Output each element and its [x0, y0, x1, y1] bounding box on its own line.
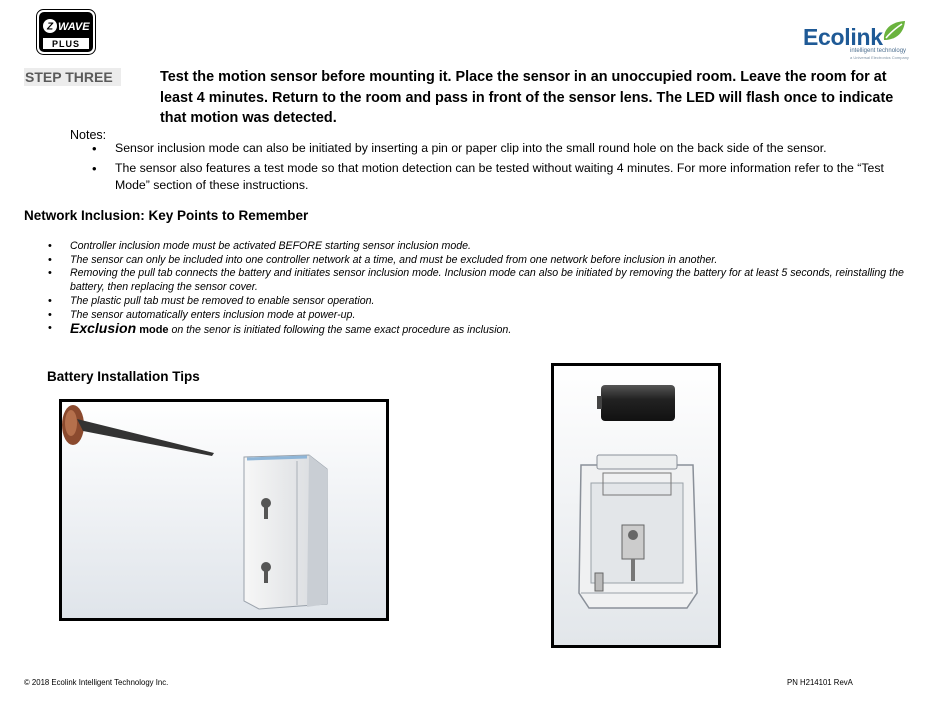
svg-text:Z: Z [46, 21, 54, 33]
key-point-item: • The plastic pull tab must be removed to enable sensor operation. [46, 295, 916, 309]
sensor-battery-illustration [551, 363, 721, 648]
notes-label: Notes: [70, 128, 107, 142]
key-point-item: • The sensor automatically enters inclusion mode at power-up. [46, 309, 916, 323]
key-point-item: • Controller inclusion mode must be activated BEFORE starting sensor inclusion mode. [46, 240, 916, 254]
ecolink-wordmark: Ecolink [803, 24, 883, 50]
footer-part-number: PN H214101 RevA [787, 678, 853, 687]
ecolink-leaf-icon [881, 20, 907, 42]
svg-text:PLUS: PLUS [51, 39, 81, 49]
network-inclusion-heading: Network Inclusion: Key Points to Remember [24, 208, 309, 223]
exclusion-mode-word: mode [136, 324, 169, 337]
exclusion-term: Exclusion [70, 320, 137, 337]
step-label: STEP THREE [24, 68, 121, 86]
note-item: • Sensor inclusion mode can also be initiated by inserting a pin or paper clip into the small round hole on the back side of the sensor. [88, 140, 918, 158]
footer-copyright: © 2018 Ecolink Intelligent Technology Inc. [24, 678, 169, 687]
exclusion-text: on the senor is initiated following the same exact procedure as inclusion. [168, 324, 512, 337]
step-instructions: Test the motion sensor before mounting it. Place the sensor in an unoccupied room. Leave the room for at least 4 minutes. Return to the room and pass in front of the sensor lens. The LED will flash once to indicate that motion was detected. [160, 69, 894, 126]
ecolink-logo [803, 20, 911, 64]
battery-tips-heading: Battery Installation Tips [47, 369, 200, 384]
key-point-item: • The sensor can only be included into one controller network at a time, and must be excluded from one network before inclusion in another. [46, 254, 916, 268]
notes-list [88, 140, 918, 197]
svg-text:WAVE: WAVE [58, 21, 90, 33]
zwave-plus-logo [36, 9, 96, 55]
note-item: • The sensor also features a test mode so that motion detection can be tested without waiting 4 minutes. For more information refer to the “Test Mode” section of these instructions. [88, 160, 918, 195]
sensor-pin-illustration [59, 399, 389, 621]
key-point-item: • Removing the pull tab connects the battery and initiates sensor inclusion mode. Inclusion mode can also be initiated by removing the battery for at least 5 seconds, reinstalling the battery, then replacing the sensor cover. [46, 267, 916, 294]
ecolink-subtagline: a Universal Electronics Company [850, 55, 909, 60]
key-points-list [46, 240, 916, 338]
ecolink-tagline: intelligent technology [850, 48, 907, 54]
key-point-item-exclusion [46, 322, 916, 338]
